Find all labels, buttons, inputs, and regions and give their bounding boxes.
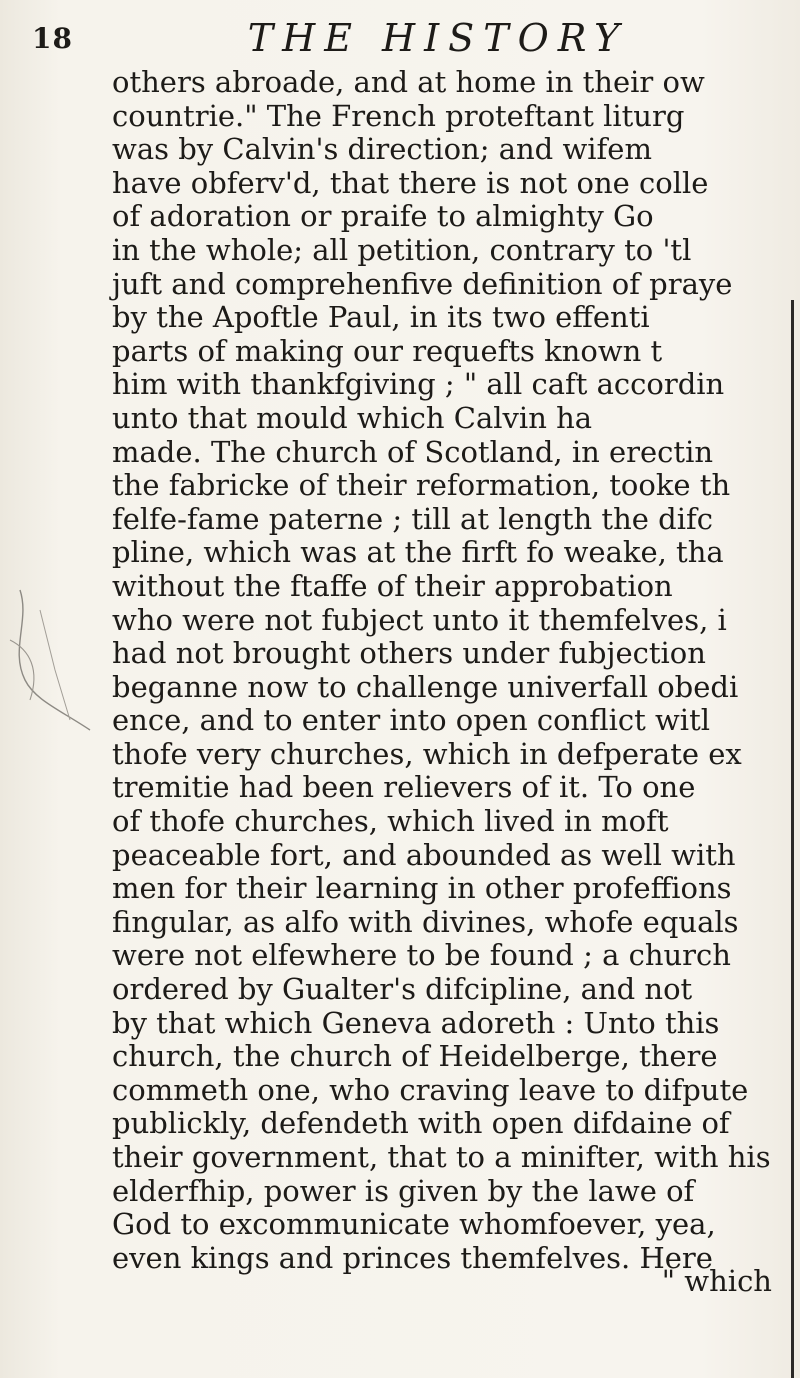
- line-text: even kings and princes themfelves. Here: [112, 1241, 713, 1275]
- text-line: [108, 368, 798, 402]
- text-line: [108, 570, 798, 604]
- line-text: beganne now to challenge univerfall obedi: [112, 670, 739, 704]
- text-line: [108, 973, 798, 1007]
- text-line: [108, 200, 798, 234]
- text-line: [108, 1107, 798, 1141]
- text-line: [108, 268, 798, 302]
- text-line: [108, 100, 798, 134]
- line-text: have obferv'd, that there is not one colle: [112, 166, 709, 200]
- line-text: him with thankfgiving ; " all caft accordin: [112, 368, 725, 402]
- line-text: made. The church of Scotland, in erectin: [112, 435, 714, 469]
- line-text: felfe-fame paterne ; till at length the difc: [112, 502, 713, 536]
- line-text: juft and comprehenfive definition of praye: [112, 267, 733, 301]
- text-line: [108, 1040, 798, 1074]
- text-line: [108, 939, 798, 973]
- line-text: were not elfewhere to be found ; a church: [112, 939, 731, 973]
- text-line: [108, 704, 798, 738]
- text-line: [108, 133, 798, 167]
- text-line: [108, 637, 798, 671]
- line-text: was by Calvin's direction; and wifem: [112, 133, 652, 167]
- line-text: pline, which was at the firft fo weake, tha: [112, 536, 724, 570]
- line-text: ordered by Gualter's difcipline, and not: [112, 973, 693, 1007]
- body-text: [108, 66, 798, 1276]
- line-text: fingular, as alfo with divines, whofe equals: [112, 905, 739, 939]
- text-line: [108, 536, 798, 570]
- text-line: [108, 503, 798, 537]
- page-number: 18: [32, 22, 73, 55]
- text-line: [108, 738, 798, 772]
- line-text: others abroade, and at home in their ow: [112, 66, 705, 99]
- text-line: [108, 402, 798, 436]
- running-head: THE HISTORY: [247, 16, 629, 60]
- text-line: [108, 1208, 798, 1242]
- line-text: had not brought others under fubjection: [112, 637, 706, 671]
- text-line: [108, 771, 798, 805]
- line-text: parts of making our requefts known t: [112, 334, 663, 368]
- line-text: men for their learning in other profeffions: [112, 872, 732, 906]
- text-line: [108, 872, 798, 906]
- text-line: [108, 1007, 798, 1041]
- text-line: [108, 66, 798, 100]
- line-text: thofe very churches, which in defperate ex: [112, 737, 742, 771]
- line-text: without the ftaffe of their approbation: [112, 569, 673, 603]
- text-line: [108, 1175, 798, 1209]
- text-line: [108, 1074, 798, 1108]
- line-text: unto that mould which Calvin ha: [112, 401, 593, 435]
- text-line: [108, 301, 798, 335]
- catchword: " which: [661, 1264, 772, 1298]
- line-text: the fabricke of their reformation, tooke th: [112, 469, 731, 503]
- line-text: by that which Geneva adoreth : Unto this: [112, 1006, 720, 1040]
- text-line: [108, 436, 798, 470]
- line-text: ence, and to enter into open conflict witl: [112, 704, 710, 738]
- text-line: [108, 604, 798, 638]
- text-line: [108, 805, 798, 839]
- text-line: [108, 469, 798, 503]
- text-line: [108, 1141, 798, 1175]
- line-text: in the whole; all petition, contrary to 'tl: [112, 233, 692, 267]
- text-line: [108, 671, 798, 705]
- line-text: of adoration or praife to almighty Go: [112, 200, 654, 234]
- line-text: peaceable fort, and abounded as well with: [112, 838, 736, 872]
- line-text: tremitie had been relievers of it. To one: [112, 771, 696, 805]
- line-text: God to excommunicate whomfoever, yea,: [112, 1208, 716, 1242]
- margin-annotation-mark: [0, 580, 120, 740]
- line-text: elderfhip, power is given by the lawe of: [112, 1174, 695, 1208]
- text-line: [108, 234, 798, 268]
- line-text: who were not fubject unto it themfelves, i: [112, 603, 727, 637]
- line-text: their government, that to a minifter, with his: [112, 1141, 771, 1174]
- line-text: by the Apoftle Paul, in its two effenti: [112, 301, 650, 335]
- line-text: commeth one, who craving leave to difpute: [112, 1073, 749, 1107]
- text-line: [108, 167, 798, 201]
- line-text: of thofe churches, which lived in moft: [112, 805, 669, 839]
- text-line: [108, 839, 798, 873]
- line-text: church, the church of Heidelberge, there: [112, 1040, 718, 1074]
- line-text: publickly, defendeth with open difdaine of: [112, 1107, 730, 1141]
- text-line: [108, 335, 798, 369]
- line-text: [112, 1275, 748, 1276]
- text-line: [108, 906, 798, 940]
- line-text: countrie." The French proteftant liturg: [112, 99, 685, 133]
